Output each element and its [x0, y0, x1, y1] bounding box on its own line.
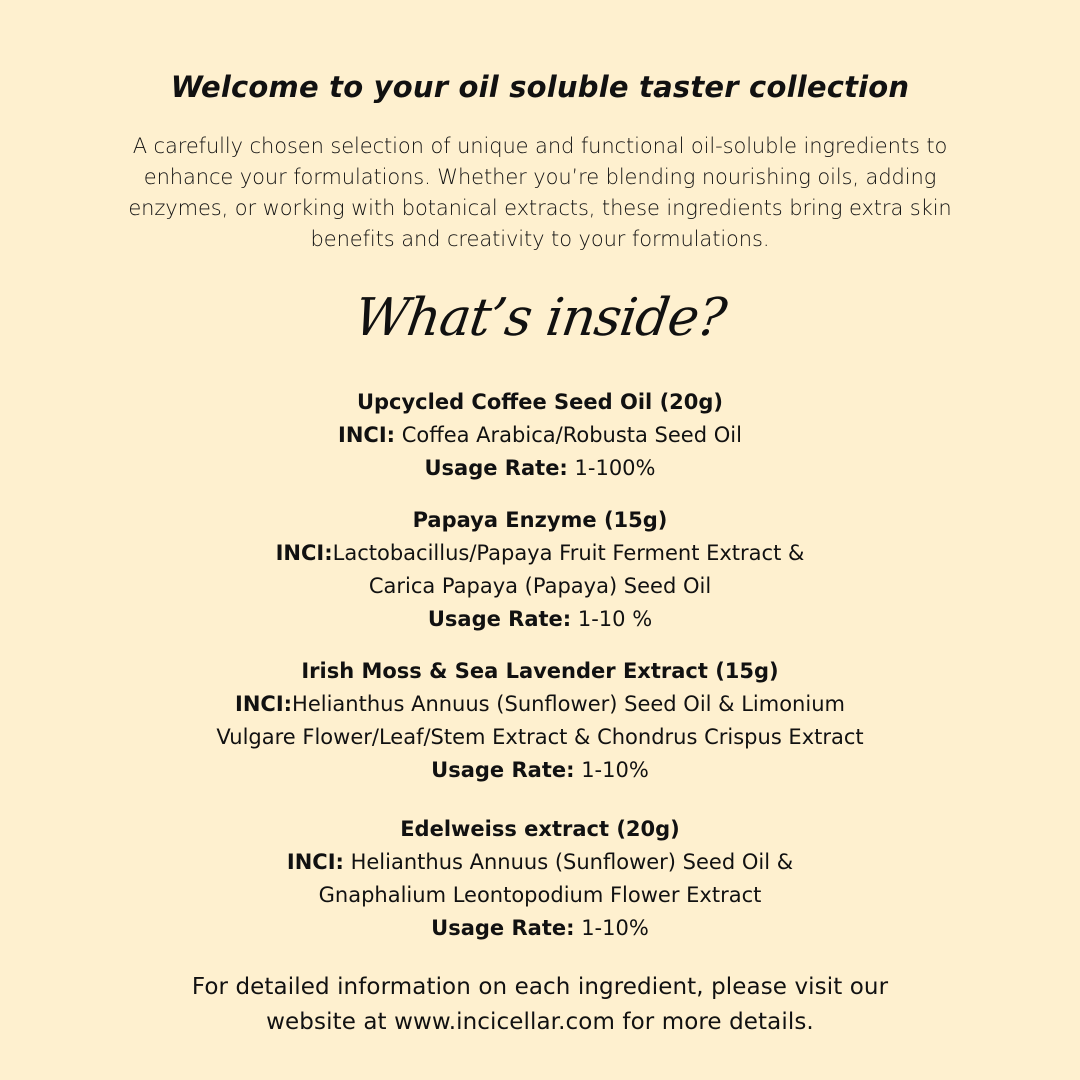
intro-line: benefits and creativity to your formulations. — [310, 227, 770, 251]
inci-label: INCI: — [275, 541, 333, 565]
usage-line — [0, 754, 1080, 787]
usage-label: Usage Rate: — [431, 916, 575, 940]
ingredient-item — [0, 813, 1080, 945]
usage-line — [0, 603, 1080, 636]
usage-line — [0, 452, 1080, 485]
ingredient-name: Irish Moss & Sea Lavender Extract (15g) — [301, 659, 779, 683]
usage-line — [0, 912, 1080, 945]
inci-line-continued: Gnaphalium Leontopodium Flower Extract — [318, 883, 762, 907]
inci-value: Helianthus Annuus (Sunflower) Seed Oil & Limonium — [292, 692, 845, 716]
usage-label: Usage Rate: — [431, 758, 575, 782]
inci-label: INCI: — [286, 850, 344, 874]
inci-line — [0, 846, 1080, 879]
usage-value: 1-10 % — [571, 607, 653, 631]
inci-line-continued: Vulgare Flower/Leaf/Stem Extract & Chondrus Crispus Extract — [216, 725, 864, 749]
footer-line: website at www.incicellar.com for more details. — [266, 1009, 814, 1035]
inci-label: INCI: — [235, 692, 293, 716]
usage-label: Usage Rate: — [427, 607, 572, 631]
intro-line: enhance your formulations. Whether you’re blending nourishing oils, adding — [143, 165, 937, 189]
usage-label: Usage Rate: — [424, 456, 568, 480]
usage-value: 1-10% — [574, 916, 649, 940]
inci-line-continued: Carica Papaya (Papaya) Seed Oil — [368, 574, 712, 598]
page-title: Welcome to your oil soluble taster collection — [170, 70, 910, 104]
inci-value: Lactobacillus/Papaya Fruit Ferment Extract & — [332, 541, 805, 565]
inci-value: Helianthus Annuus (Sunflower) Seed Oil & — [343, 850, 794, 874]
inci-line — [0, 537, 1080, 570]
footer-note — [0, 970, 1080, 1040]
whats-inside-heading: What’s inside? — [350, 288, 730, 348]
ingredient-name: Upcycled Coffee Seed Oil (20g) — [356, 390, 724, 414]
ingredient-item — [0, 504, 1080, 636]
inci-label: INCI: — [338, 423, 396, 447]
inci-line — [0, 419, 1080, 452]
intro-line: A carefully chosen selection of unique and functional oil-soluble ingredients to — [132, 134, 948, 158]
footer-line: For detailed information on each ingredient, please visit our — [191, 974, 889, 1000]
ingredient-item — [0, 655, 1080, 787]
usage-value: 1-100% — [567, 456, 656, 480]
ingredient-item — [0, 386, 1080, 485]
usage-value: 1-10% — [574, 758, 649, 782]
ingredient-name: Edelweiss extract (20g) — [400, 817, 680, 841]
intro-line: enzymes, or working with botanical extracts, these ingredients bring extra skin — [128, 196, 952, 220]
inci-line — [0, 688, 1080, 721]
inci-value: Coffea Arabica/Robusta Seed Oil — [395, 423, 742, 447]
ingredient-name: Papaya Enzyme (15g) — [412, 508, 668, 532]
intro-paragraph — [90, 131, 990, 255]
